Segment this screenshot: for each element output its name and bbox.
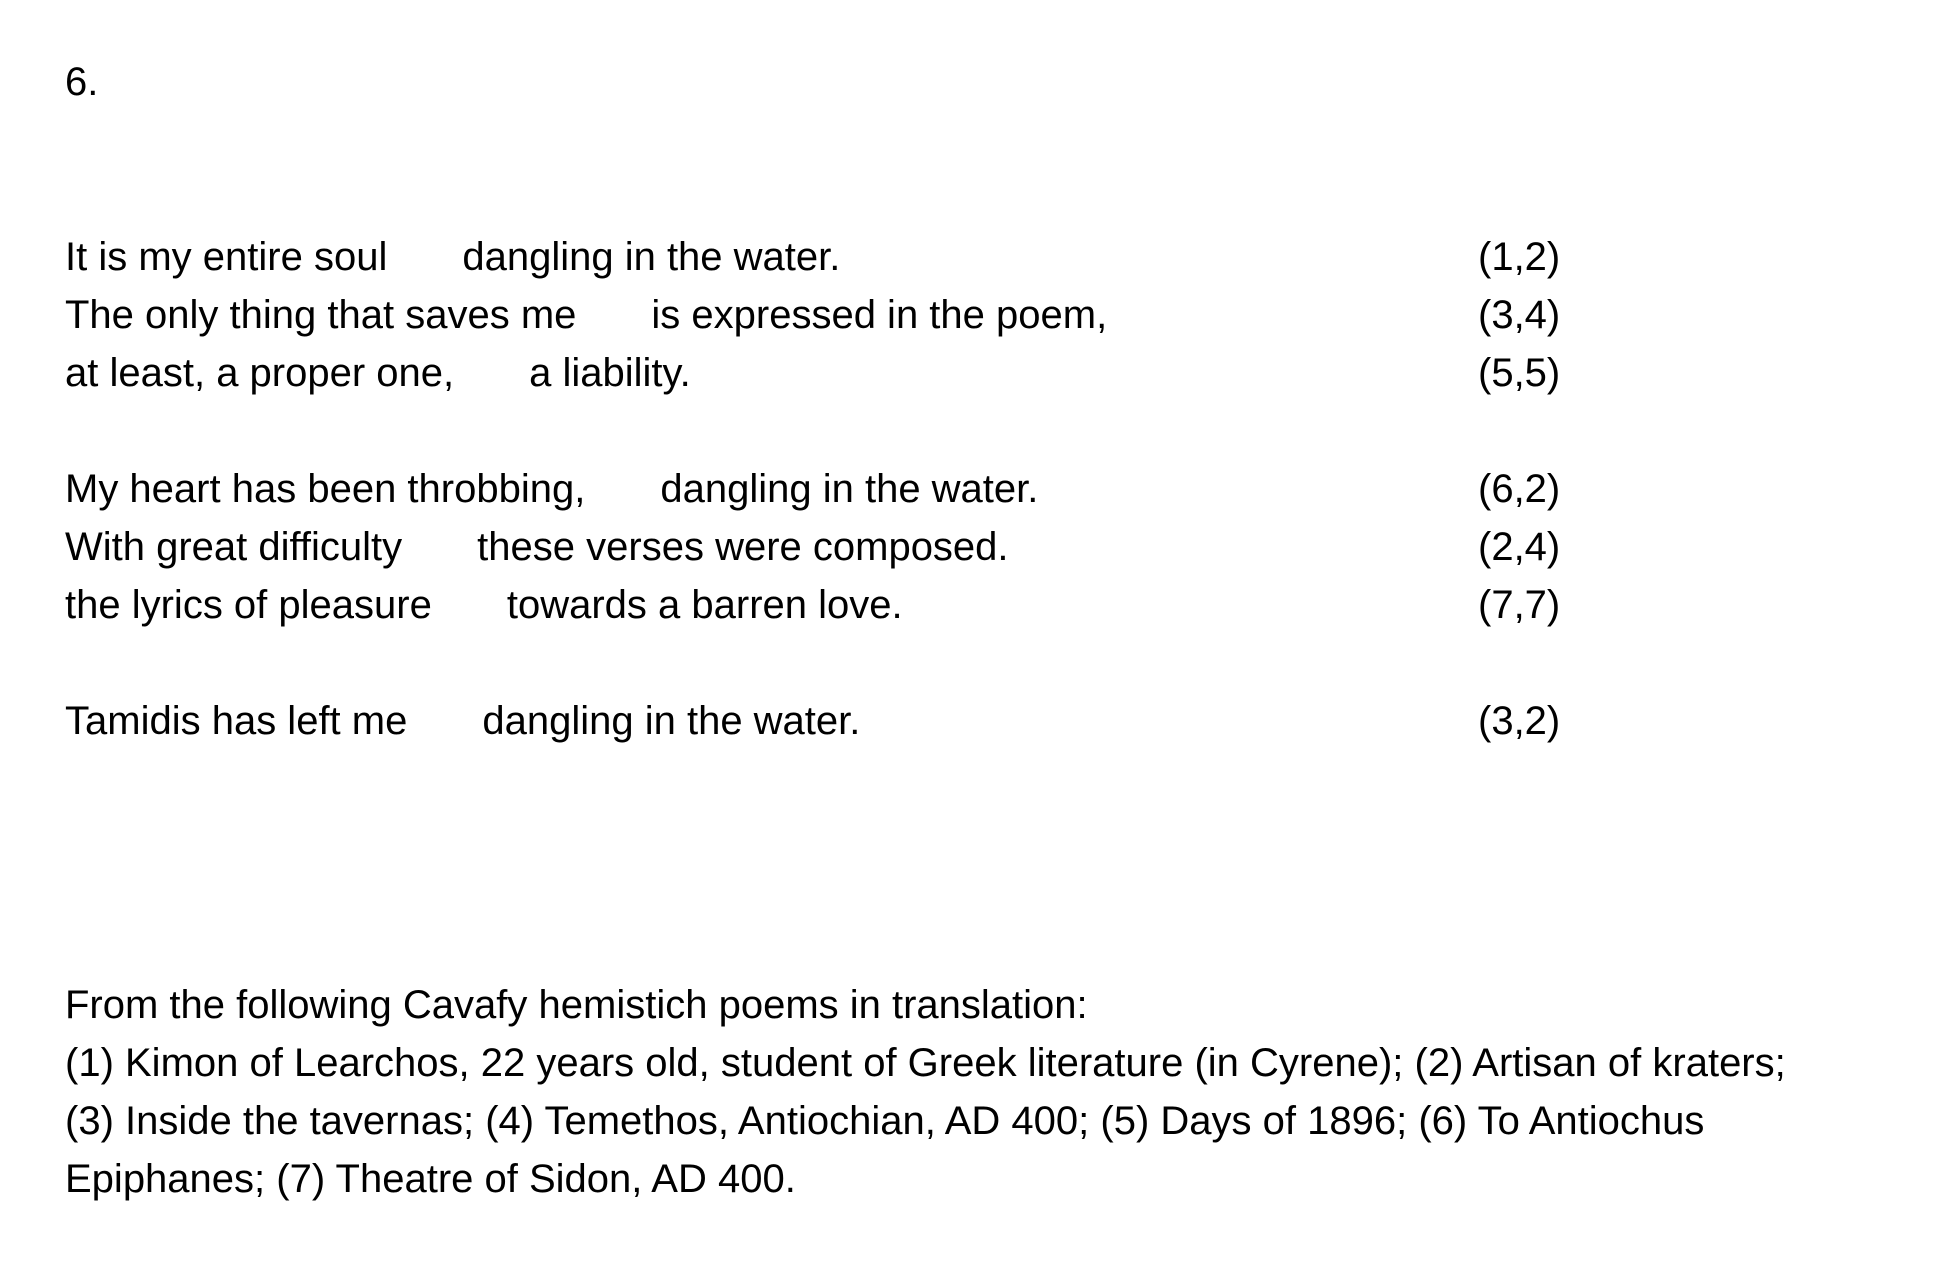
- poem-line: [65, 228, 1585, 286]
- second-hemistich: dangling in the water.: [462, 235, 841, 279]
- source-intro: From the following Cavafy hemistich poems in translation:: [65, 983, 1088, 1027]
- source-note: [65, 976, 1825, 1208]
- second-hemistich: a liability.: [529, 351, 691, 395]
- poem-line: [65, 344, 1585, 402]
- first-hemistich: the lyrics of pleasure: [65, 583, 432, 627]
- first-hemistich: My heart has been throbbing,: [65, 467, 586, 511]
- second-hemistich: dangling in the water.: [660, 467, 1039, 511]
- poem-line: [65, 460, 1585, 518]
- source-reference: (2,4): [1478, 525, 1561, 569]
- source-reference: (7,7): [1478, 583, 1561, 627]
- second-hemistich: is expressed in the poem,: [651, 293, 1108, 337]
- first-hemistich: It is my entire soul: [65, 235, 388, 279]
- stanza-2: [65, 460, 1585, 634]
- second-hemistich: towards a barren love.: [506, 583, 903, 627]
- poem-line: [65, 518, 1585, 576]
- source-reference: (3,2): [1478, 699, 1561, 743]
- second-hemistich: these verses were composed.: [477, 525, 1009, 569]
- source-reference: (3,4): [1478, 293, 1561, 337]
- poem-line: [65, 692, 1585, 750]
- first-hemistich: at least, a proper one,: [65, 351, 455, 395]
- first-hemistich: With great difficulty: [65, 525, 403, 569]
- source-reference: (6,2): [1478, 467, 1561, 511]
- poem-line: [65, 286, 1585, 344]
- stanza-1: [65, 228, 1585, 402]
- second-hemistich: dangling in the water.: [482, 699, 861, 743]
- source-list: (1) Kimon of Learchos, 22 years old, student of Greek literature (in Cyrene); (2) Artisan of kraters; (3) Inside the tavernas; (4) Temethos, Antiochian, AD 400; (5) Days of 1896; (6) To Antiochus Epiphanes; (7) Theatre of Sidon, AD 400.: [65, 1041, 1786, 1201]
- first-hemistich: Tamidis has left me: [65, 699, 408, 743]
- poem-line: [65, 576, 1585, 634]
- poem: [65, 228, 1585, 808]
- first-hemistich: The only thing that saves me: [65, 293, 577, 337]
- stanza-3: [65, 692, 1585, 750]
- page-number: 6.: [65, 60, 99, 104]
- source-reference: (1,2): [1478, 235, 1561, 279]
- source-reference: (5,5): [1478, 351, 1561, 395]
